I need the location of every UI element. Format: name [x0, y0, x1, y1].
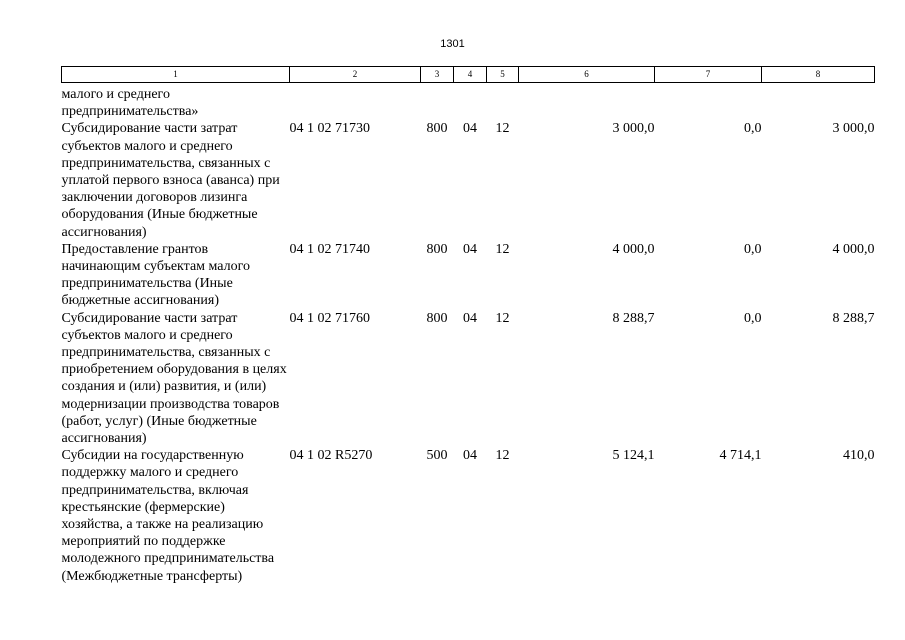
row-description: Субсидирование части затрат субъектов малого и среднего предпринимательства, связанных с уплатой первого взноса (аванса) при заключении договоров лизинга оборудования (Иные бюджетные ассигнования) [61, 121, 280, 240]
row-amount-col7: 4 714,1 [719, 448, 762, 464]
row-description: Субсидирование части затрат субъектов малого и среднего предпринимательства, связанных с приобретением оборудования в целях создания и (или) развития, и (или) модернизации производства товаров (работ, услуг) (Иные бюджетные ассигнования) [61, 310, 287, 447]
row-col5: 12 [495, 310, 510, 326]
row-description: Субсидии на государственную поддержку малого и среднего предпринимательства, включая крестьянские (фермерские) хозяйства, а также на реализацию мероприятий по поддержке молодежного предпринимательства (Межбюджетные трансферты) [61, 448, 275, 584]
row-description: малого и среднего предпринимательства» [61, 87, 199, 120]
row-amount-col8: 410,0 [843, 448, 875, 464]
row-col3: 500 [426, 448, 448, 464]
row-col4: 04 [463, 310, 477, 326]
row-col3: 800 [426, 121, 448, 137]
row-amount-col7: 0,0 [744, 121, 762, 137]
row-amount-col8: 4 000,0 [832, 241, 875, 257]
header-cell: 3 [421, 67, 454, 83]
row-amount-total: 5 124,1 [612, 448, 655, 464]
row-col4: 04 [463, 241, 477, 257]
column-number-header [62, 67, 875, 83]
row-col3: 800 [426, 241, 448, 257]
header-cell: 2 [290, 67, 421, 83]
row-amount-total: 8 288,7 [612, 310, 655, 326]
row-description: Предоставление грантов начинающим субъектам малого предпринимательства (Иные бюджетные ассигнования) [61, 241, 251, 309]
page-number: 1301 [440, 38, 465, 50]
table-row [62, 447, 875, 585]
row-target-code: 04 1 02 71730 [289, 121, 370, 137]
row-col3: 800 [426, 310, 448, 326]
row-col5: 12 [495, 241, 510, 257]
row-amount-col7: 0,0 [744, 241, 762, 257]
header-cell: 8 [762, 67, 875, 83]
row-amount-col8: 8 288,7 [832, 310, 875, 326]
header-cell: 4 [454, 67, 487, 83]
header-cell: 1 [62, 67, 290, 83]
table-row [62, 241, 875, 310]
row-target-code: 04 1 02 71760 [289, 310, 370, 326]
header-cell: 5 [487, 67, 519, 83]
continuation-row [62, 83, 875, 121]
row-target-code: 04 1 02 71740 [289, 241, 370, 257]
row-amount-col8: 3 000,0 [832, 121, 875, 137]
row-amount-col7: 0,0 [744, 310, 762, 326]
table-row [62, 120, 875, 240]
header-cell: 6 [519, 67, 655, 83]
row-col4: 04 [463, 121, 477, 137]
row-amount-total: 3 000,0 [612, 121, 655, 137]
header-cell: 7 [655, 67, 762, 83]
table-row [62, 310, 875, 448]
row-target-code: 04 1 02 R5270 [289, 448, 373, 464]
row-col5: 12 [495, 121, 510, 137]
row-amount-total: 4 000,0 [612, 241, 655, 257]
row-col4: 04 [463, 448, 477, 464]
row-col5: 12 [495, 448, 510, 464]
budget-table [61, 66, 875, 585]
